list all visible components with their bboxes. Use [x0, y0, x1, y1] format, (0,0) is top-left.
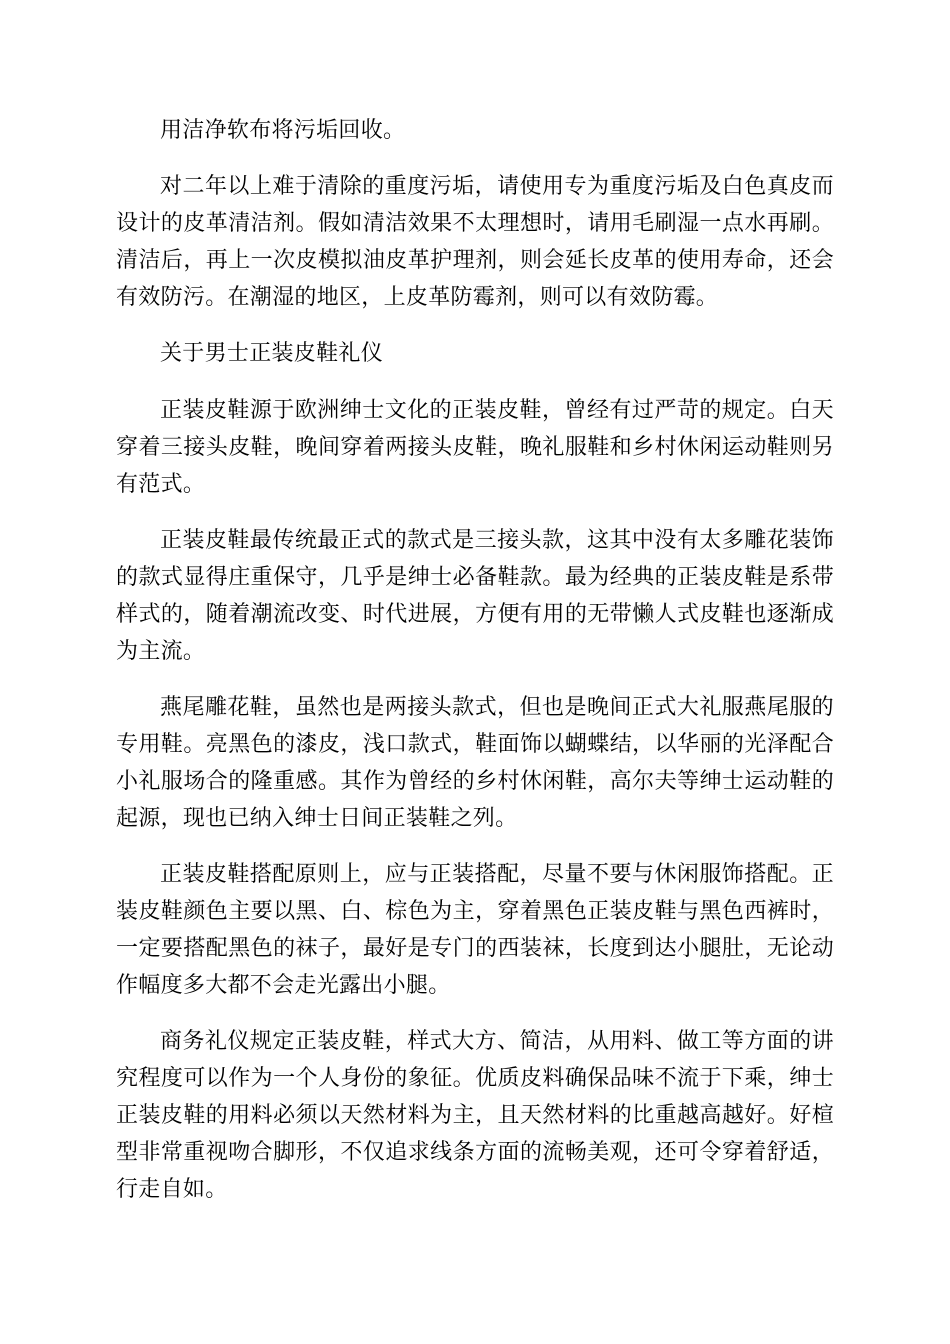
paragraph-origin: 正装皮鞋源于欧洲绅士文化的正装皮鞋，曾经有过严苛的规定。白天穿着三接头皮鞋，晚间穿着两接头皮鞋，晚礼服鞋和乡村休闲运动鞋则另有范式。 — [116, 398, 834, 497]
document-body — [116, 112, 834, 1227]
paragraph-matching-principle: 正装皮鞋搭配原则上，应与正装搭配，尽量不要与休闲服饰搭配。正装皮鞋颜色主要以黑、白、棕色为主，穿着黑色正装皮鞋与黑色西裤时，一定要搭配黑色的袜子，最好是专门的西装袜，长度到达小腿肚，无论动作幅度多大都不会走光露出小腿。 — [116, 862, 834, 998]
section-heading: 关于男士正装皮鞋礼仪 — [160, 341, 384, 366]
paragraph-business-etiquette: 商务礼仪规定正装皮鞋，样式大方、简洁，从用料、做工等方面的讲究程度可以作为一个人身份的象征。优质皮料确保品味不流于下乘，绅士正装皮鞋的用料必须以天然材料为主，且天然材料的比重越高越好。好楦型非常重视吻合脚形，不仅追求线条方面的流畅美观，还可令穿着舒适，行走自如。 — [116, 1029, 834, 1202]
paragraph-cleaning-cloth: 用洁净软布将污垢回收。 — [160, 118, 406, 143]
paragraph-heavy-stains: 对二年以上难于清除的重度污垢，请使用专为重度污垢及白色真皮而设计的皮革清洁剂。假如清洁效果不太理想时，请用毛刷湿一点水再刷。清洁后，再上一次皮模拟油皮革护理剂，则会延长皮革的使用寿命，还会有效防污。在潮湿的地区，上皮革防霉剂，则可以有效防霉。 — [116, 174, 834, 310]
paragraph-classic-style: 正装皮鞋最传统最正式的款式是三接头款，这其中没有太多雕花装饰的款式显得庄重保守，几乎是绅士必备鞋款。最为经典的正装皮鞋是系带样式的，随着潮流改变、时代进展，方便有用的无带懒人式皮鞋也逐渐成为主流。 — [116, 528, 834, 664]
paragraph-tailcoat-shoes: 燕尾雕花鞋，虽然也是两接头款式，但也是晚间正式大礼服燕尾服的专用鞋。亮黑色的漆皮，浅口款式，鞋面饰以蝴蝶结，以华丽的光泽配合小礼服场合的隆重感。其作为曾经的乡村休闲鞋，高尔夫等绅士运动鞋的起源，现也已纳入绅士日间正装鞋之列。 — [116, 695, 834, 831]
